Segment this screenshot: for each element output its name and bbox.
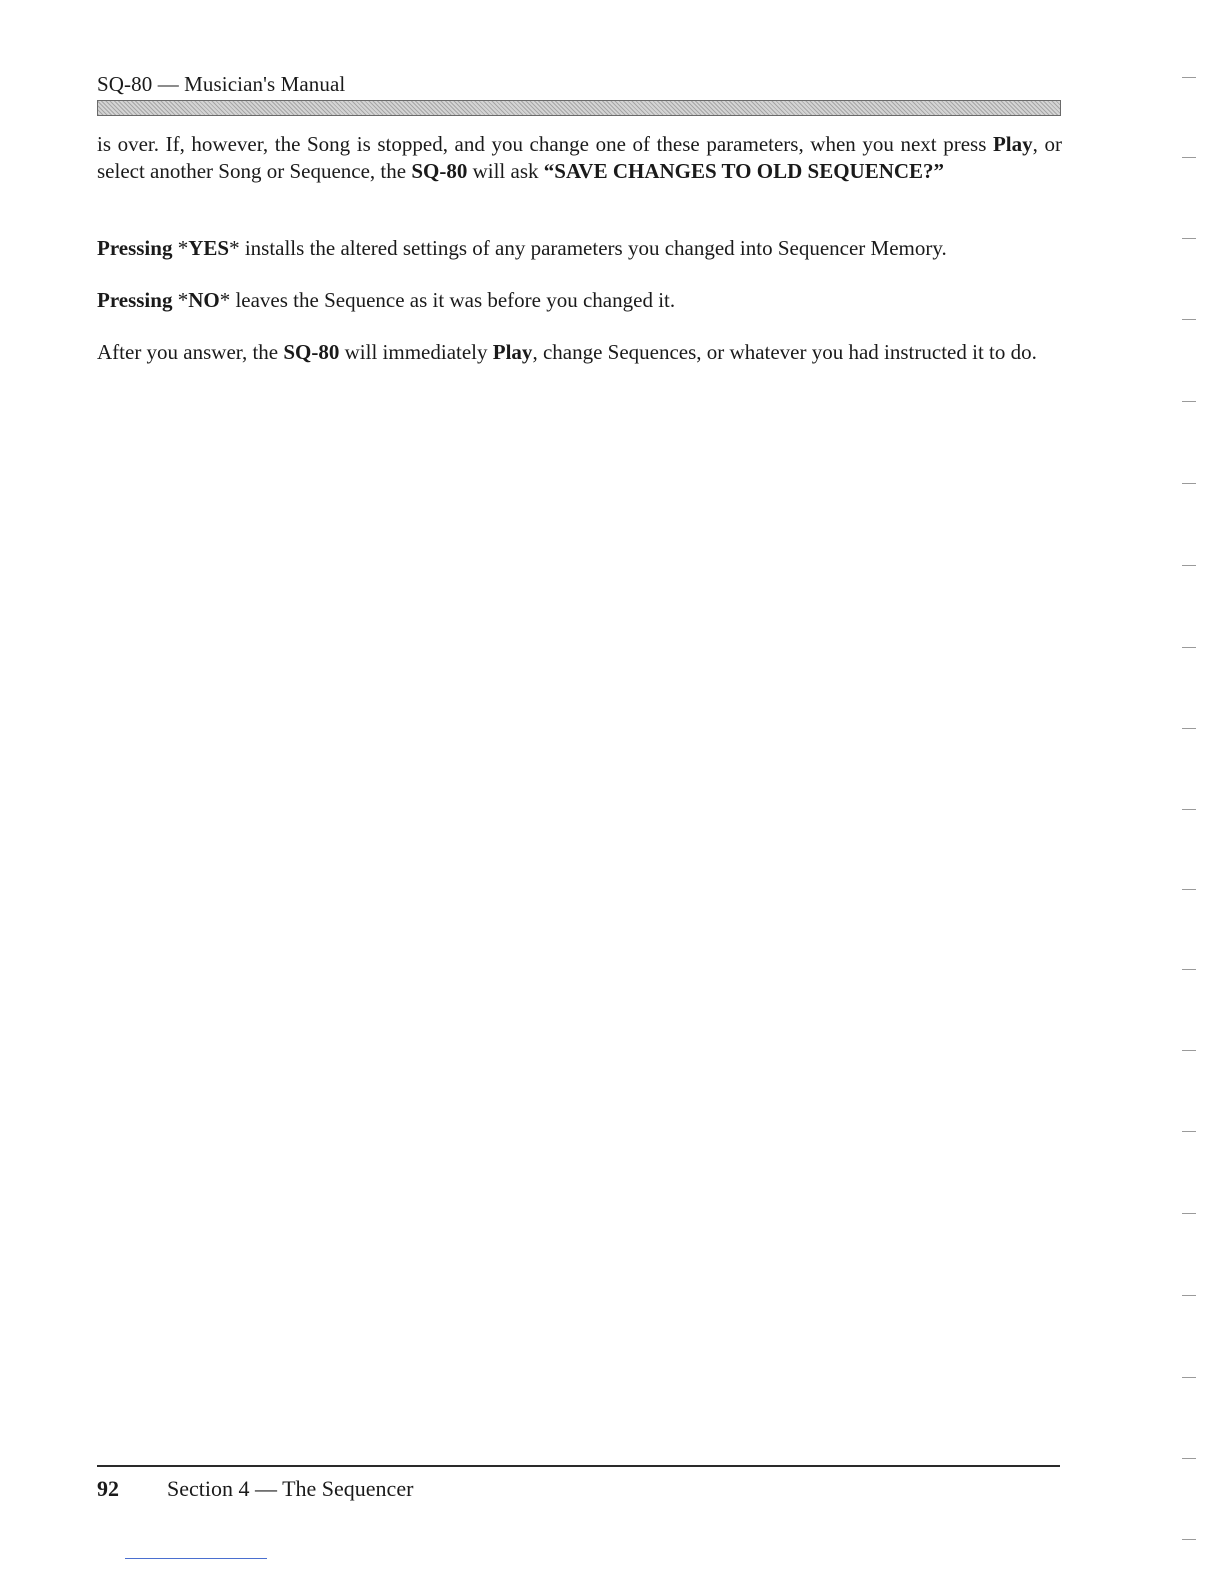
margin-tick — [1182, 1458, 1196, 1459]
bold-prompt: “SAVE CHANGES TO OLD SEQUENCE?” — [543, 159, 945, 183]
margin-tick — [1182, 565, 1196, 566]
text-run: After you answer, the — [97, 340, 284, 364]
margin-tick — [1182, 1377, 1196, 1378]
margin-tick — [1182, 157, 1196, 158]
margin-tick — [1182, 969, 1196, 970]
margin-tick — [1182, 1131, 1196, 1132]
text-run: , or select another Song or Sequence, the — [97, 132, 1062, 183]
paragraph-after-answer — [97, 339, 1062, 366]
bold-play: Play — [492, 340, 533, 364]
margin-tick — [1182, 1295, 1196, 1296]
footer-section-title: Section 4 — The Sequencer — [167, 1476, 414, 1501]
page-footer — [97, 1475, 413, 1503]
page-number: 92 — [97, 1476, 119, 1501]
text-run: will immediately — [339, 340, 493, 364]
footer-rule — [97, 1465, 1060, 1467]
bold-sq80: SQ-80 — [283, 340, 340, 364]
scan-underline-mark — [125, 1558, 267, 1559]
text-run: * leaves the Sequence as it was before you changed it. — [219, 288, 676, 312]
text-run: * installs the altered settings of any parameters you changed into Sequencer Memory. — [229, 236, 947, 260]
header-pattern-bar — [97, 100, 1061, 116]
text-run: , change Sequences, or whatever you had instructed it to do. — [532, 340, 1037, 364]
text-run: will ask — [467, 159, 544, 183]
margin-tick — [1182, 401, 1196, 402]
margin-tick — [1182, 1050, 1196, 1051]
paragraph-pressing-yes — [97, 235, 1062, 262]
bold-no: NO — [188, 288, 220, 312]
margin-tick — [1182, 809, 1196, 810]
margin-tick — [1182, 483, 1196, 484]
margin-tick — [1182, 238, 1196, 239]
margin-tick — [1182, 889, 1196, 890]
bold-pressing: Pressing — [97, 288, 173, 312]
bold-yes: YES — [188, 236, 230, 260]
text-run: * — [172, 288, 189, 312]
binding-margin-marks — [1178, 0, 1200, 1584]
margin-tick — [1182, 319, 1196, 320]
text-run: * — [172, 236, 189, 260]
margin-tick — [1182, 1539, 1196, 1540]
bold-pressing: Pressing — [97, 236, 173, 260]
paragraph-pressing-no — [97, 287, 1062, 314]
running-header: SQ-80 — Musician's Manual — [97, 72, 346, 96]
text-run: is over. If, however, the Song is stopped, and you change one of these parameters, when you next press — [97, 132, 993, 156]
margin-tick — [1182, 647, 1196, 648]
margin-tick — [1182, 728, 1196, 729]
paragraph-save-changes — [97, 131, 1062, 185]
bold-sq80: SQ-80 — [411, 159, 468, 183]
bold-play: Play — [992, 132, 1033, 156]
margin-tick — [1182, 1213, 1196, 1214]
margin-tick — [1182, 77, 1196, 78]
